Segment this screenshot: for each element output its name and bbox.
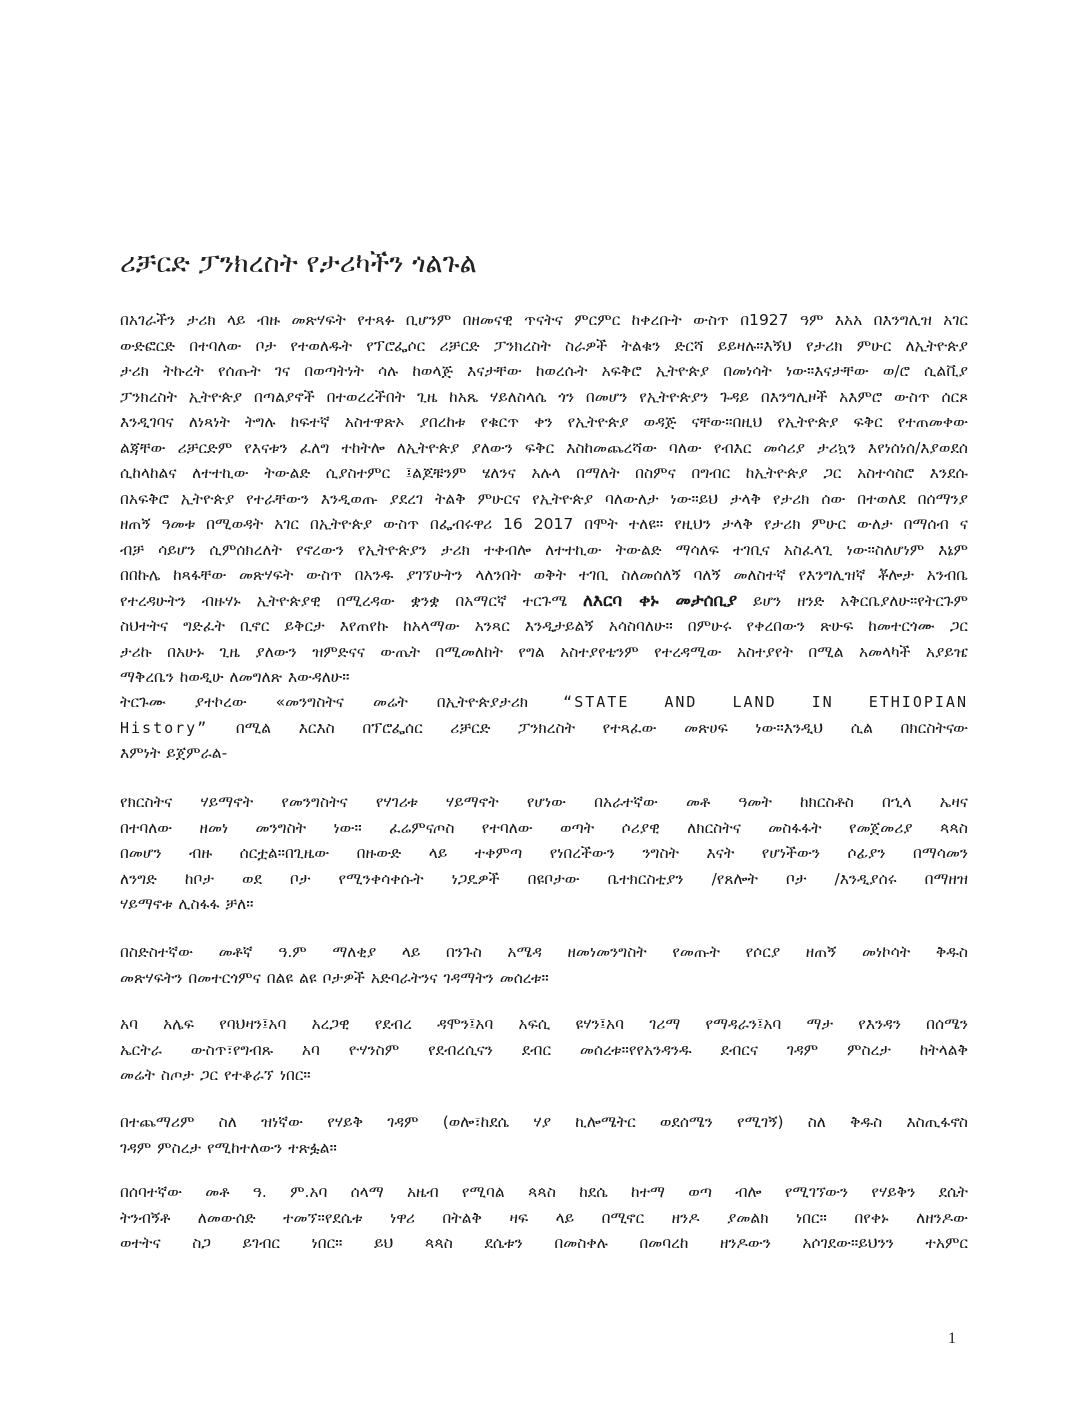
- text-line: በተጨማሪም ስለ ዝነኛው የሃይቅ ገዳም (ወሎ፣ከደሴ ሃያ ኪሎሜትር ወደሰሜን የሚገኝ) ስለ ቅዱስ እስጢፋኖስ: [120, 1113, 968, 1131]
- text-segment: ትርጉሙ ያተኮረው «መንግስትና መሬት በኢትዮጵያታሪክ: [120, 693, 529, 711]
- text-line: ስህተትና ግድፈት ቢኖር ይቅርታ እየጠየኩ ከአላማው አንጻር እንዲታይልኝ አሳስባለሁ። በምሁሩ የቀረበውን ጽሁፍ ከመተርጎሙ ጋር: [120, 617, 968, 635]
- text-line: በስድስተኛው መቶኛ ዓ.ም ማለቂያ ላይ በንጉስ አሜዳ ዘመነመንግስት የመጡት የሶርያ ዘጠኝ መነኮሳት ቅዱስ: [120, 943, 968, 961]
- document-title: ሪቻርድ ፓንክረስት የታሪካችን ጎልጉል: [120, 248, 477, 279]
- book-title-english-cont: History”: [120, 718, 209, 737]
- monasteries-paragraph: [120, 1012, 968, 1089]
- text-line: ሃይማኖቱ ሊስፋፋ ቻለ።: [120, 895, 254, 913]
- page-number: 1: [948, 1330, 956, 1347]
- text-line: እንዲገባና ለነጻነት ትግሉ ከፍተኛ አስተዋጽኦ ያበረከቱ የቁርጥ ቀን የኢትዮጵያ ወዳጅ ናቸው።በዚህ የኢትዮጵያ ፍቅር የተጠመቀው: [120, 413, 968, 431]
- text-line: ብቻ ሳይሆን ሲምሰክረለት የኖረውን የኢትዮጵያን ታሪክ ተቀብሎ ለተተኪው ትውልድ ማሳለፍ ተገቢና አስፈላጊ ነው።ስለሆነም እኔም: [120, 540, 968, 559]
- book-title-english: “STATE AND LAND IN ETHIOPIAN: [528, 693, 968, 711]
- text-segment: ይሆን ዘንድ አቅርቤያለሁ።የትርጉም: [737, 591, 968, 610]
- text-line: ሲከላከልና ለተተኪው ትውልድ ሲያስተምር ፤ልጆቹንም ሄለንና አሉላ በማለት በስምና በግብር ከኢትዮጵያ ጋር አስተሳስሮ እንደሱ: [120, 464, 968, 482]
- text-line: [120, 690, 968, 716]
- text-line: በመሆን ብዙ ሰርቷል።በጊዜው በዙውድ ላይ ተቀምጣ የነበረችውን ንግስት እናት የሆነችውን ሶፊያን በማሳመን: [120, 844, 968, 862]
- text-line: ኤርትራ ውስጥ፣የግብጹ አባ ዮሃንስም የደብረሲናን ደብር መሰረቱ።የየአንዳንዱ ደብርና ገዳም ምስረታ ከትላልቅ: [120, 1040, 968, 1059]
- text-line: ታሪኩ በአሁኑ ጊዜ ያለውን ዝምድናና ውጤት በሚመለከት የግል አስተያየቴንም የተረዳሚው አስተያየት በሚል አመላካች አያይዤ: [120, 642, 968, 661]
- nine-saints-paragraph: [120, 940, 968, 991]
- text-line-with-bold: [120, 589, 968, 615]
- text-line: በበኩሌ ከጻፋቸው መጽሃፍት ውስጥ በአንዱ ያገኘሁትን ላለንበት ወቅት ተገቢ ስለመሰለኝ ባለኝ መለስተኛ የእንግሊዝኛ ቾሎታ አንብቤ: [120, 566, 968, 584]
- text-line: ወተትና ስጋ ይገብር ነበር። ይህ ጳጳስ ደሴቱን በመስቀሉ በመባረከ ዘንዶውን አሶገደው።ይህንን ተአምር: [120, 1234, 968, 1252]
- text-segment: በሚል እርእስ በፕሮፌሰር ሪቻርድ ፓንክረስት የተጻፈው መጽሀፍ ነው።እንዲህ ሲል በክርስትናው: [208, 718, 968, 737]
- text-line: በአፍቅሮ ኢትዮጵያ የተራቸውን እንዲወጡ ያደረገ ትልቅ ምሁርና የኢትዮጵያ ባለውለታ ነው።ይህ ታላቅ የታሪክ ሰው በተወለደ በሰማንያ: [120, 489, 968, 508]
- text-line: መጽሃፍትን በመተርጎምና በልዩ ልዩ ቦታዎች አድባራትንና ገዳማትን መሰረቱ።: [120, 968, 549, 987]
- text-line: የክርስትና ሃይማኖት የመንግስትና የሃገሪቱ ሃይማኖት የሆነው በአራተኛው መቶ ዓመት ከክርስቶስ በኂላ ኤዛና: [120, 793, 968, 811]
- text-line: መሬት ስጦታ ጋር የተቆራኘ ነበር።: [120, 1066, 311, 1084]
- text-line: ዘጠኝ ዓመቱ በሚወዳት አገር በኢትዮጵያ ውስጥ በፌብሩዋሪ 16 2017 በሞት ተለዩ። የዚህን ታላቅ የታሪክ ምሁር ውለታ በማሰብ ና: [120, 515, 968, 533]
- intro-paragraph: [120, 308, 968, 691]
- christianity-paragraph: [120, 790, 968, 918]
- text-line: ገዳም ምስረታ የሚከተለውን ተጽፏል።: [120, 1138, 337, 1157]
- memorial-phrase: ለእርባ ቀኑ መታሰቢያ: [582, 590, 738, 611]
- text-line: ልጃቸው ሪቻርድም የእናቱን ፈለግ ተከትሎ ለኢትዮጵያ ያለውን ፍቅር እስከመጨረሻው ባለው የብእር መሳሪያ ታሪኳን እየነሰነሰ/እያወደሰ: [120, 438, 968, 457]
- text-line: አባ አሌፍ የባህዛን፤አባ አረጋዊ የደብረ ዳሞን፤አባ አፍሲ ዩሃን፤አባ ገሪማ የማዳራን፤አባ ማታ የእንዳን በሰሜን: [120, 1015, 968, 1033]
- text-line: ውድፎርድ በተባለው ቦታ የተወለዱት የፕሮፌሶር ሪቻርድ ፓንክረስት ስራዎች ትልቁን ድርሻ ይይዛሉ።እኝህ የታሪክ ምሁር ለኢትዮጵያ: [120, 336, 968, 355]
- text-line: [120, 716, 968, 742]
- text-line: ትንብኝቶ ለመውሰድ ተመኘ።የደሴቱ ነዋሪ በትልቅ ዛፍ ላይ በሚኖር ዘንዶ ያመልክ ነበር። በየቀኑ ለዘንዶው: [120, 1208, 968, 1227]
- text-segment: የተረዳሁትን ብዙሃኑ ኢትዮጵያዊ በሚረዳው ቋንቋ በአማርኛ ተርጉሜ: [120, 591, 583, 610]
- abba-selama-paragraph: [120, 1180, 968, 1257]
- text-line: ታሪክ ትኩረት የሰጡት ገና በወጣትነት ሳሉ ከወላጅ እናታቸው ከወረሱት አፍቅሮ ኢትዮጵያ በመነሳት ነው።እናታቸው ወ/ሮ ሲልቪያ: [120, 362, 968, 380]
- text-line: እምነት ይጀምራል-: [120, 744, 228, 762]
- text-line: ፓንክረስት ኢትዮጵያ በጣልያኖች በተወረረችበት ጊዜ ከአጼ ሃይለስላሴ ጎን በመሆን የኢትዮጵያን ጉዳይ በእንግሊዞች አእምሮ ውስጥ ሰርጾ: [120, 387, 968, 406]
- text-line: በተባለው ዘመነ መንግስት ነው። ፈሬምናጦስ የተባለው ወጣት ሶሪያዊ ለክርስትና መስፋፋት የመጀመሪያ ጳጳስ: [120, 818, 968, 837]
- text-line: ማቅረቤን ከወዲሁ ለመግለጽ እውዳለሁ።: [120, 668, 350, 686]
- text-line: ለንግድ ከቦታ ወደ ቦታ የሚንቀሳቀሱት ነጋዴዎች በዩቦታው ቤተክርስቲያን /የጸሎት ቦታ /እንዲያሰሩ በማዘዝ: [120, 869, 968, 888]
- text-line: በሰባተኛው መቶ ዓ. ም.አባ ሰላማ አዜብ የሚባል ጳጳስ ከደሴ ከተማ ወጣ ብሎ የሚገኘውን የሃይቅን ደሴት: [120, 1183, 968, 1201]
- hayk-paragraph: [120, 1110, 968, 1161]
- text-line: በአገራችን ታሪክ ላይ ብዙ መጽሃፍት የተጻፉ ቢሆንም በዘመናዊ ጥናትና ምርምር ከቀረቡት ውስጥ በ1927 ዓም እአአ በእንግሊዝ አገር: [120, 311, 968, 329]
- translation-note-paragraph: [120, 690, 968, 767]
